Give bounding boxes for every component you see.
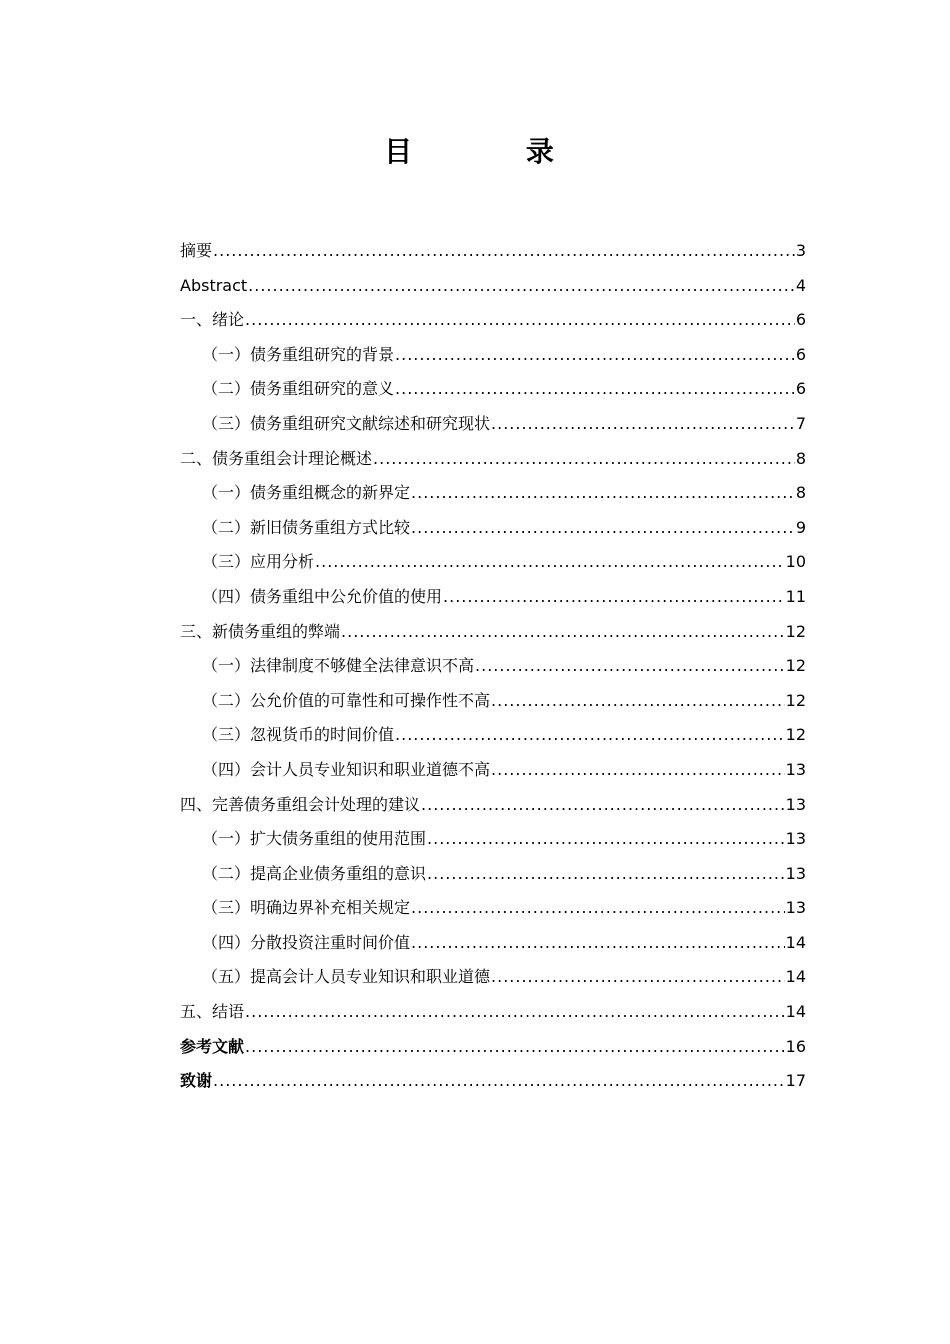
toc-dot-leader xyxy=(427,822,785,857)
toc-dot-leader xyxy=(411,926,785,961)
toc-dot-leader xyxy=(395,718,785,753)
toc-dot-leader xyxy=(475,649,785,684)
toc-subentry[interactable] xyxy=(180,476,806,511)
toc-dot-leader xyxy=(411,891,785,926)
toc-entry[interactable] xyxy=(180,1064,806,1099)
toc-page-number: 9 xyxy=(795,517,806,537)
toc-page-number: 7 xyxy=(795,413,806,433)
toc-page-number: 13 xyxy=(785,898,806,918)
toc-dot-leader xyxy=(411,511,795,546)
toc-entry-label: （一）债务重组研究的背景 xyxy=(202,344,395,364)
toc-entry-label: （一）债务重组概念的新界定 xyxy=(202,483,411,503)
toc-entry[interactable] xyxy=(180,615,806,650)
toc-entry-label: （一）扩大债务重组的使用范围 xyxy=(202,829,427,849)
toc-dot-leader xyxy=(315,545,785,580)
toc-entry[interactable] xyxy=(180,269,806,304)
toc-entry-label: （四）债务重组中公允价值的使用 xyxy=(202,586,443,606)
toc-dot-leader xyxy=(248,269,795,304)
toc-entry-label: 一、绪论 xyxy=(180,310,245,330)
toc-dot-leader xyxy=(213,1064,785,1099)
toc-subentry[interactable] xyxy=(180,891,806,926)
toc-page-number: 11 xyxy=(785,586,806,606)
toc-entry-label: 四、完善债务重组会计处理的建议 xyxy=(180,794,421,814)
toc-entry-label: （一）法律制度不够健全法律意识不高 xyxy=(202,656,475,676)
toc-entry-label: 二、债务重组会计理论概述 xyxy=(180,448,373,468)
toc-page-number: 17 xyxy=(785,1071,806,1091)
toc-page-number: 13 xyxy=(785,794,806,814)
toc-entry-label: （二）公允价值的可靠性和可操作性不高 xyxy=(202,690,491,710)
toc-entry-label: 五、结语 xyxy=(180,1002,245,1022)
toc-subentry[interactable] xyxy=(180,753,806,788)
toc-dot-leader xyxy=(491,753,785,788)
toc-dot-leader xyxy=(373,442,795,477)
toc-title: 目 录 xyxy=(384,135,606,168)
toc-subentry[interactable] xyxy=(180,580,806,615)
toc-page-number: 6 xyxy=(795,310,806,330)
toc-page-number: 6 xyxy=(795,344,806,364)
toc-dot-leader xyxy=(427,857,785,892)
toc-page-number: 8 xyxy=(795,483,806,503)
toc-page-number: 8 xyxy=(795,448,806,468)
toc-entry-label: （四）会计人员专业知识和职业道德不高 xyxy=(202,759,491,779)
toc-entry-label: （三）明确边界补充相关规定 xyxy=(202,898,411,918)
toc-entry[interactable] xyxy=(180,995,806,1030)
toc-subentry[interactable] xyxy=(180,338,806,373)
toc-entry-label: （四）分散投资注重时间价值 xyxy=(202,932,411,952)
toc-dot-leader xyxy=(411,476,795,511)
toc-dot-leader xyxy=(491,407,795,442)
toc-page-number: 6 xyxy=(795,379,806,399)
toc-dot-leader xyxy=(395,372,795,407)
toc-entry[interactable] xyxy=(180,442,806,477)
toc-dot-leader xyxy=(395,338,795,373)
toc-dot-leader xyxy=(341,615,785,650)
toc-page-number: 4 xyxy=(795,275,806,295)
toc-dot-leader xyxy=(443,580,785,615)
toc-entry-label: 参考文献 xyxy=(180,1036,245,1056)
toc-subentry[interactable] xyxy=(180,545,806,580)
toc-page-number: 13 xyxy=(785,759,806,779)
toc-subentry[interactable] xyxy=(180,857,806,892)
toc-dot-leader xyxy=(491,684,785,719)
toc-entry[interactable] xyxy=(180,788,806,823)
toc-subentry[interactable] xyxy=(180,372,806,407)
toc-dot-leader xyxy=(421,788,785,823)
toc-entry-label: 三、新债务重组的弊端 xyxy=(180,621,341,641)
toc-entry-label: 摘要 xyxy=(180,241,213,260)
toc-dot-leader xyxy=(245,303,795,338)
toc-entry-label: 致谢 xyxy=(180,1071,213,1091)
toc-subentry[interactable] xyxy=(180,926,806,961)
toc-page-number: 14 xyxy=(785,932,806,952)
toc-dot-leader xyxy=(245,995,785,1030)
toc-subentry[interactable] xyxy=(180,511,806,546)
toc-entry-label: （五）提高会计人员专业知识和职业道德 xyxy=(202,967,491,987)
toc-dot-leader xyxy=(213,234,795,269)
toc-dot-leader xyxy=(491,960,785,995)
toc-entry-label: Abstract xyxy=(180,275,248,295)
toc-page-number: 12 xyxy=(785,621,806,641)
toc-subentry[interactable] xyxy=(180,649,806,684)
toc-page-number: 12 xyxy=(785,690,806,710)
toc-entry-label: （二）提高企业债务重组的意识 xyxy=(202,863,427,883)
toc-entry[interactable] xyxy=(180,303,806,338)
toc-entry-label: （三）应用分析 xyxy=(202,552,315,572)
toc-page-number: 12 xyxy=(785,656,806,676)
toc-page-number: 3 xyxy=(795,241,806,260)
toc-subentry[interactable] xyxy=(180,960,806,995)
table-of-contents xyxy=(180,234,806,1099)
toc-entry-label: （二）新旧债务重组方式比较 xyxy=(202,517,411,537)
toc-subentry[interactable] xyxy=(180,718,806,753)
toc-subentry[interactable] xyxy=(180,684,806,719)
toc-page-number: 13 xyxy=(785,863,806,883)
toc-page-number: 10 xyxy=(785,552,806,572)
toc-subentry[interactable] xyxy=(180,407,806,442)
toc-entry-label: （三）债务重组研究文献综述和研究现状 xyxy=(202,413,491,433)
toc-page-number: 16 xyxy=(785,1036,806,1056)
toc-entry-label: （二）债务重组研究的意义 xyxy=(202,379,395,399)
toc-page-number: 12 xyxy=(785,725,806,745)
toc-page-number: 14 xyxy=(785,1002,806,1022)
toc-subentry[interactable] xyxy=(180,822,806,857)
toc-page-number: 14 xyxy=(785,967,806,987)
toc-dot-leader xyxy=(245,1030,785,1065)
toc-entry[interactable] xyxy=(180,234,806,269)
toc-page-number: 13 xyxy=(785,829,806,849)
toc-entry-label: （三）忽视货币的时间价值 xyxy=(202,725,395,745)
toc-entry[interactable] xyxy=(180,1030,806,1065)
